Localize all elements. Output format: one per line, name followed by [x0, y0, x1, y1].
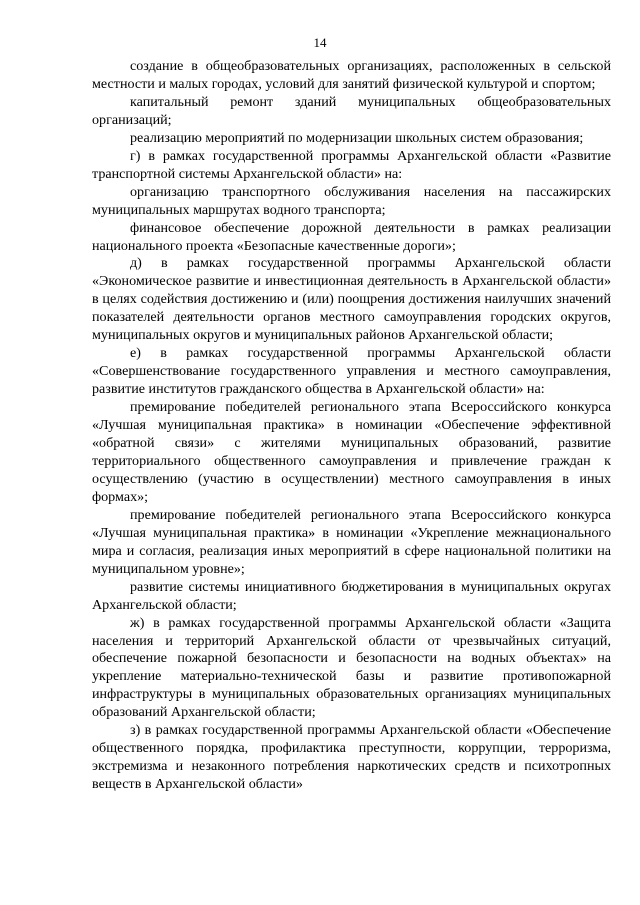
paragraph: з) в рамках государственной программы Архангельской области «Обеспечение общественного порядка, профилактика преступности, коррупции, терроризма, экстремизма и незаконного потребления наркотических средств и психотропных веществ в Архангельской области» — [92, 722, 611, 793]
paragraph: премирование победителей регионального этапа Всероссийского конкурса «Лучшая муниципальная практика» в номинации «Обеспечение эффективной «обратной связи» с жителями муниципальных образований, развитие территориального общественного самоуправления и привлечение граждан к осуществлению (участию в осуществлении) местного самоуправления в иных формах»; — [92, 399, 611, 505]
paragraph: е) в рамках государственной программы Архангельской области «Совершенствование государственного управления и местного самоуправления, развитие институтов гражданского общества в Архангельской области» на: — [92, 345, 611, 398]
document-body — [92, 58, 611, 794]
paragraph: премирование победителей регионального этапа Всероссийского конкурса «Лучшая муниципальная практика» в номинации «Укрепление межнационального мира и согласия, реализация иных мероприятий в сфере национальной политики на муниципальном уровне»; — [92, 506, 611, 577]
paragraph: финансовое обеспечение дорожной деятельности в рамках реализации национального проекта «Безопасные качественные дороги»; — [92, 219, 611, 254]
paragraph: ж) в рамках государственной программы Архангельской области «Защита населения и территорий Архангельской области от чрезвычайных ситуаций, обеспечение пожарной безопасности и безопасности на водных объектах» на укрепление материально-технической базы и развитие противопожарной инфраструктуры в муниципальных образовательных организациях муниципальных образований Архангельской области; — [92, 614, 611, 721]
paragraph: д) в рамках государственной программы Архангельской области «Экономическое развитие и инвестиционная деятельность в Архангельской области» в целях содействия достижению и (или) поощрения достижения наилучших значений показателей деятельности органов местного самоуправления городских округов, муниципальных округов и муниципальных районов Архангельской области; — [92, 255, 611, 344]
paragraph: капитальный ремонт зданий муниципальных общеобразовательных организаций; — [92, 93, 611, 128]
paragraph: реализацию мероприятий по модернизации школьных систем образования; — [130, 129, 584, 146]
paragraph: г) в рамках государственной программы Архангельской области «Развитие транспортной системы Архангельской области» на: — [92, 147, 611, 182]
paragraph: создание в общеобразовательных организациях, расположенных в сельской местности и малых городах, условий для занятий физической культурой и спортом; — [92, 58, 611, 92]
paragraph: развитие системы инициативного бюджетирования в муниципальных округах Архангельской области; — [92, 578, 611, 613]
page-number: 14 — [313, 35, 327, 50]
paragraph: организацию транспортного обслуживания населения на пассажирских муниципальных маршрутах водного транспорта; — [92, 183, 611, 218]
